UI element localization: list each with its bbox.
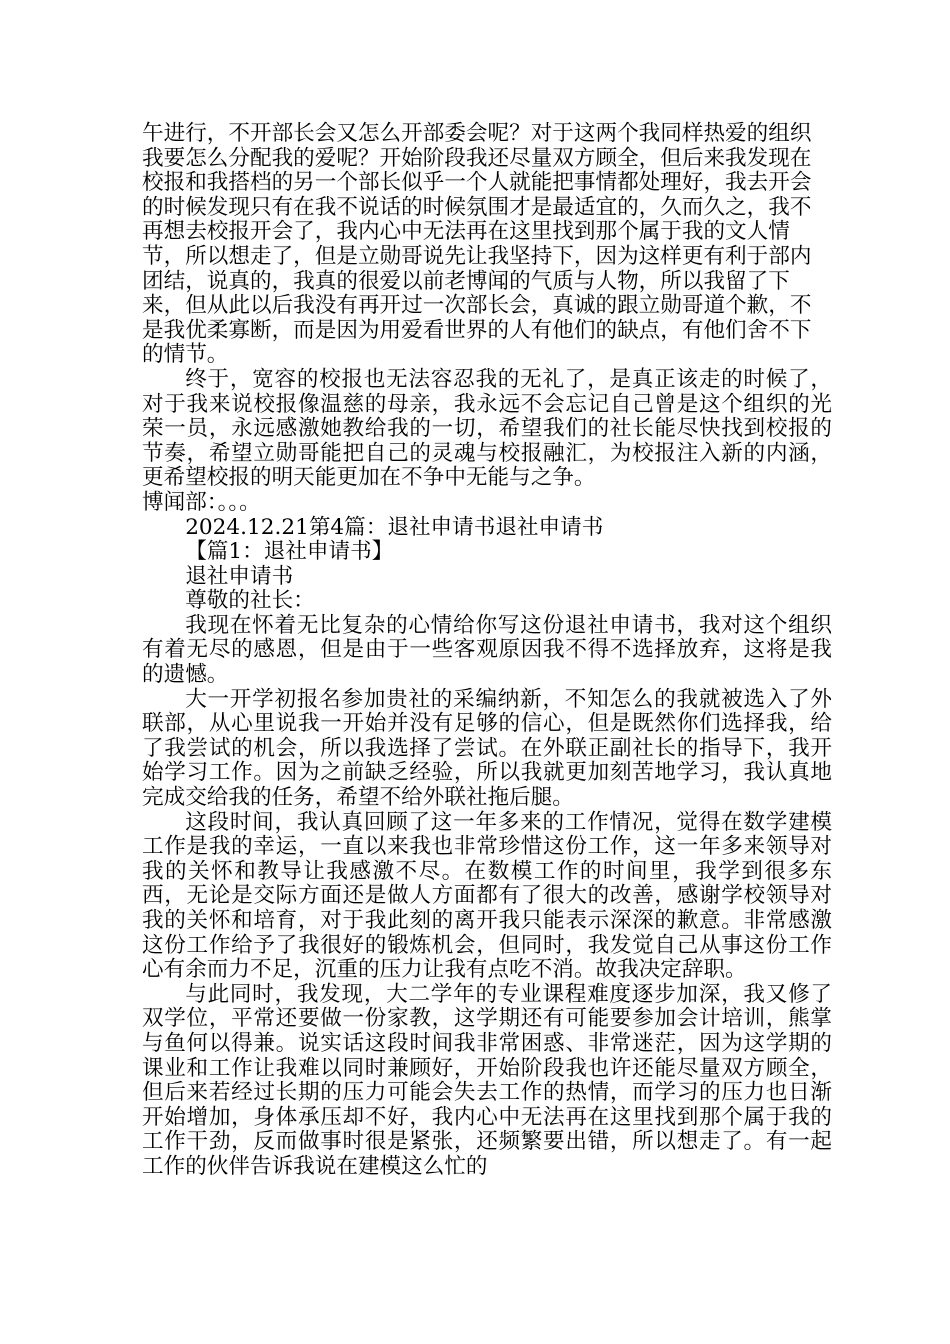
- paragraph-leaving-newspaper: 终于，宽容的校报也无法容忍我的无礼了，是真正该走的时候了，对于我来说校报像温慈的母亲，我永远不会忘记自己曾是这个组织的光荣一员，永远感激她教给我的一切，希望我们的社长能尽快找到校报的节奏，希望立勋哥能把自己的灵魂与校报融汇，为校报注入新的内涵，更希望校报的明天能更加在不争中无能与之争。: [142, 366, 832, 491]
- paragraph-review: 这段时间，我认真回顾了这一年多来的工作情况，觉得在数学建模工作是我的幸运，一直以来我也非常珍惜这份工作，这一年多来领导对我的关怀和教导让我感激不尽。在数模工作的时间里，我学到很多东西，无论是交际方面还是做人方面都有了很大的改善，感谢学校领导对我的关怀和培育，对于我此刻的离开我只能表示深深的歉意。非常感激这份工作给予了我很好的锻炼机会，但同时，我发觉自己从事这份工作心有余而力不足，沉重的压力让我有点吃不消。故我决定辞职。: [142, 809, 832, 983]
- paragraph-reasons: 与此同时，我发现，大二学年的专业课程难度逐步加深，我又修了双学位，平常还要做一份家教，这学期还有可能要参加会计培训，熊掌与鱼何以得兼。说实话这段时间我非常困惑、非常迷茫，因为这学期的课业和工作让我难以同时兼顾好，开始阶段我也许还能尽量双方顾全，但后来若经过长期的压力可能会失去工作的热情，而学习的压力也日渐开始增加，身体承压却不好，我内心中无法再在这里找到那个属于我的工作干劲，反而做事时很是紧张，还频繁要出错，所以想走了。有一起工作的伙伴告诉我说在建模这么忙的: [142, 981, 832, 1179]
- letter-salutation: 尊敬的社长：: [185, 588, 315, 614]
- letter-title: 退社申请书: [185, 563, 294, 589]
- paragraph-continuation: 午进行，不开部长会又怎么开部委会呢？对于这两个我同样热爱的组织我要怎么分配我的爱呢？开始阶段我还尽量双方顾全，但后来我发现在校报和我搭档的另一个部长似乎一个人就能把事情都处理好，我去开会的时候发现只有在我不说话的时候氛围才是最适宜的，久而久之，我不再想去校报开会了，我内心中无法再在这里找到那个属于我的文人情节，所以想走了，但是立勋哥说先让我坚持下，因为这样更有利于部内团结，说真的，我真的很爱以前老博闻的气质与人物，所以我留了下来，但从此以后我没有再开过一次部长会，真诚的跟立勋哥道个歉，不是我优柔寡断，而是因为用爱看世界的人有他们的缺点，有他们舍不下的情节。: [142, 121, 812, 368]
- article-heading: 【篇1：退社申请书】: [185, 539, 394, 565]
- paragraph-joining: 大一开学初报名参加贵社的采编纳新，不知怎么的我就被选入了外联部，从心里说我一开始并没有足够的信心，但是既然你们选择我，给了我尝试的机会，所以我选择了尝试。在外联正副社长的指导下，我开始学习工作。因为之前缺乏经验，所以我就更加刻苦地学习，我认真地完成交给我的任务，希望不给外联社拖后腿。: [142, 686, 832, 811]
- paragraph-intro: 我现在怀着无比复杂的心情给你写这份退社申请书，我对这个组织有着无尽的感恩，但是由于一些客观原因我不得不选择放弃，这将是我的遗憾。: [142, 612, 832, 688]
- date-and-section-heading: 2024.12.21第4篇：退社申请书退社申请书: [185, 514, 604, 540]
- signature-line: 博闻部：。。。: [142, 489, 261, 515]
- document-page: [142, 122, 832, 1180]
